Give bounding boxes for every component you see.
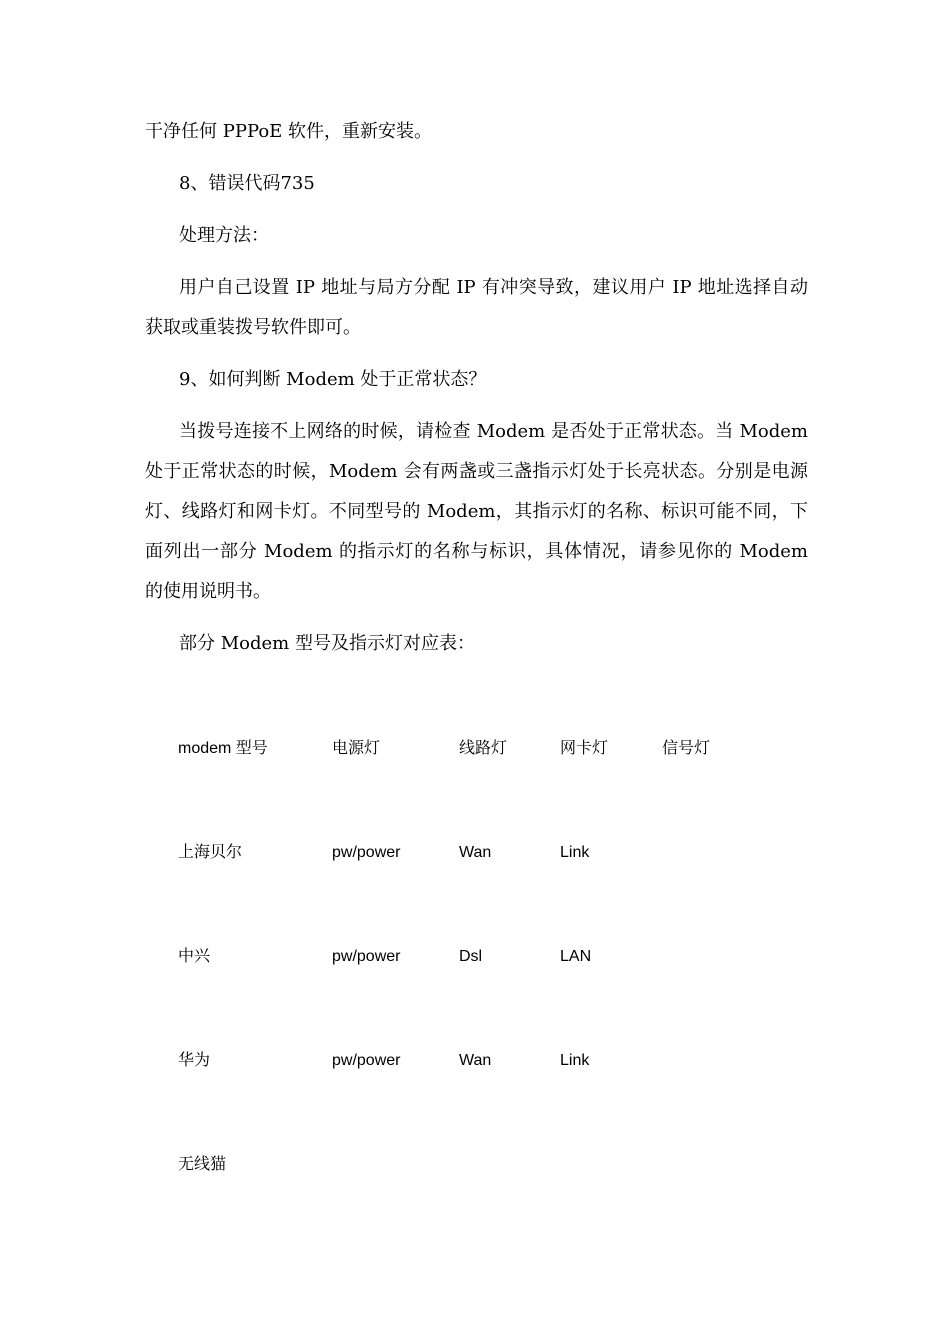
cell-line: Wan xyxy=(459,844,492,861)
header-line-light: 线路灯 xyxy=(459,740,508,757)
table-row xyxy=(178,1151,818,1255)
cell-power: pw/power xyxy=(332,1052,401,1069)
table-row xyxy=(178,943,818,1047)
cell-power: pw/power xyxy=(332,844,401,861)
header-nic-light: 网卡灯 xyxy=(560,740,609,757)
table-row xyxy=(178,1047,818,1151)
heading-modem-status: 9、如何判断 Modem 处于正常状态？ xyxy=(179,369,487,390)
table-row xyxy=(178,839,818,943)
cell-model: 上海贝尔 xyxy=(178,844,243,861)
heading-error-735: 8、错误代码735 xyxy=(179,173,315,194)
cell-model: 无线猫 xyxy=(178,1156,227,1173)
header-power-light: 电源灯 xyxy=(332,740,381,757)
cell-line: Wan xyxy=(459,1052,492,1069)
paragraph-continuation: 干净任何 PPPoE 软件，重新安装。 xyxy=(145,121,433,142)
cell-power: pw/power xyxy=(332,948,401,965)
cell-model: 华为 xyxy=(178,1052,211,1069)
paragraph-modem-check: 当拨号连接不上网络的时候，请检查 Modem 是否处于正常状态。当 Modem 处于正常状态的时候，Modem 会有两盏或三盏指示灯处于长亮状态。分别是电源灯、线路灯和网卡灯。不同型号的 Modem，其指示灯的名称、标识可能不同，下面列出一部分 Modem 的指示灯的名称与标识，具体情况，请参见你的 Modem 的使用说明书。 xyxy=(145,421,814,602)
paragraph-ip-conflict: 用户自己设置 IP 地址与局方分配 IP 有冲突导致，建议用户 IP 地址选择自动获取或重装拨号软件即可。 xyxy=(145,277,808,338)
header-signal-light: 信号灯 xyxy=(662,740,711,757)
modem-indicator-table xyxy=(178,735,818,1255)
body-text xyxy=(145,112,814,664)
cell-line: Dsl xyxy=(459,948,483,965)
cell-nic: Link xyxy=(560,844,590,861)
table-caption: 部分 Modem 型号及指示灯对应表： xyxy=(179,633,475,654)
label-solution: 处理方法： xyxy=(179,225,269,246)
header-model: modem 型号 xyxy=(178,740,268,757)
table-header-row xyxy=(178,735,818,839)
cell-nic: Link xyxy=(560,1052,590,1069)
cell-nic: LAN xyxy=(560,948,592,965)
cell-model: 中兴 xyxy=(178,948,211,965)
